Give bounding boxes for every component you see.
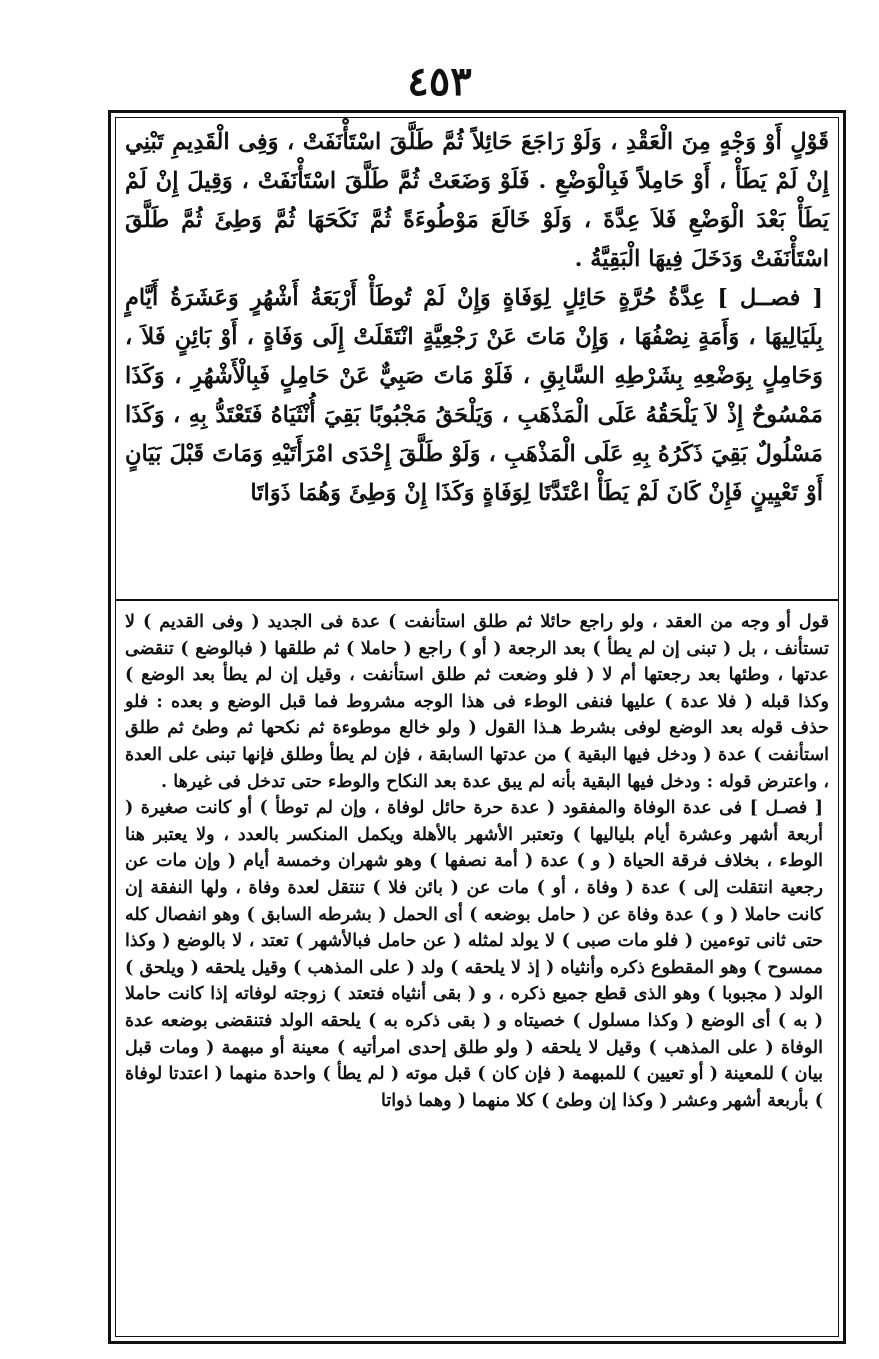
page-frame (108, 110, 846, 1344)
commentary-paragraph: [ فصـل ] فى عدة الوفاة والمفقود ( عدة حرة حائل لوفاة ، وإن لم توطأ ) أو كانت صغيرة ( أربعة أشهر وعشرة أيام بلياليها ) وتعتبر الأشهر بالأهلة ويكمل المنكسر بالعدد ، ولا يعتبر هنا الوطء ، بخلاف فرقة الحياة ( و ) عدة ( أمة نصفها ) وهو شهران وخمسة أيام ( وإن مات عن رجعية انتقلت إلى ) عدة ( وفاة ، أو ) مات عن ( بائن فلا ) تنتقل لعدة وفاة ، ولها النفقة إن كانت حاملا ( و ) عدة وفاة عن ( حامل بوضعه ) أى الحمل ( بشرطه السابق ) وهو انفصال كله حتى ثانى توءمين ( فلو مات صبى ) لا يولد لمثله ( عن حامل فبالأشهر ) تعتد ، لا بالوضع ( وكذا ممسوح ) وهو المقطوع ذكره وأنثياه ( إذ لا يلحقه ) ولد ( على المذهب ) وقيل يلحقه ( ويلحق ) الولد ( مجبوبا ) وهو الذى قطع جميع ذكره ، و ( بقى أنثياه فتعتد ) زوجته لوفاته إذا كانت حاملا ( به ) أى الوضع ( وكذا مسلول ) خصيتاه و ( بقى ذكره به ) يلحقه الولد فتنقضى بوضعه عدة الوفاة ( على المذهب ) وقيل لا يلحقه ( ولو طلق إحدى امرأتيه ) معينة أو مبهمة ( ومات قبل بيان ) للمعينة ( أو تعيين ) للمبهمة ( فإن كان ) قبل موته ( لم يطأ ) واحدة منهما ( اعتدتا لوفاة ) بأربعة أشهر وعشر ( وكذا إن وطئ ) كلا منهما ( وهما ذواتا (125, 798, 823, 1111)
section-divider (115, 599, 839, 601)
main-text-paragraph: [ فصــل ] عِدَّةُ حُرَّةٍ حَائِلٍ لِوَفَاةٍ وَإِنْ لَمْ تُوطَأْ أَرْبَعَةُ أَشْهُرٍ وَعَشَرَةُ أَيَّامٍ بِلَيَالِيهَا ، وَأَمَةٍ نِصْفُهَا ، وَإِنْ مَاتَ عَنْ رَجْعِيَّةٍ انْتَقَلَتْ إِلَى وَفَاةٍ ، أَوْ بَائِنٍ فَلاَ ، وَحَامِلٍ بِوَضْعِهِ بِشَرْطِهِ السَّابِقِ ، فَلَوْ مَاتَ صَبِيٌّ عَنْ حَامِلٍ فَبِالْأَشْهُرِ ، وَكَذَا مَمْسُوحٌ إِذْ لاَ يَلْحَقُهُ عَلَى الْمَذْهَبِ ، وَيَلْحَقُ مَجْبُوبًا بَقِيَ أُنْثَيَاهُ فَتَعْتَدُّ بِهِ ، وَكَذَا مَسْلُولٌ بَقِيَ ذَكَرُهُ بِهِ عَلَى الْمَذْهَبِ ، وَلَوْ طَلَّقَ إِحْدَى امْرَأَتَيْهِ وَمَاتَ قَبْلَ بَيَانٍ أَوْ تَعْيِينٍ فَإِنْ كَانَ لَمْ يَطَأْ اعْتَدَّتَا لِوَفَاةٍ وَكَذَا إِنْ وَطِئَ وَهُمَا ذَوَاتَا (125, 285, 823, 506)
commentary-text (125, 609, 829, 1337)
main-text (125, 123, 829, 601)
main-text-paragraph: قَوْلٍ أَوْ وَجْهٍ مِنَ الْعَقْدِ ، وَلَوْ رَاجَعَ حَائِلاً ثُمَّ طَلَّقَ اسْتَأْنَفَتْ ، وَفِى الْقَدِيمِ تَبْنِي إِنْ لَمْ يَطَأْ ، أَوْ حَامِلاً فَبِالْوَضْعِ . فَلَوْ وَضَعَتْ ثُمَّ طَلَّقَ اسْتَأْنَفَتْ ، وَقِيلَ إِنْ لَمْ يَطَأْ بَعْدَ الْوَضْعِ فَلاَ عِدَّةَ ، وَلَوْ خَالَعَ مَوْطُوءَةً ثُمَّ نَكَحَهَا ثُمَّ وَطِئَ ثُمَّ طَلَّقَ اسْتَأْنَفَتْ وَدَخَلَ فِيهَا الْبَقِيَّةُ . (125, 129, 829, 272)
page-number: ٤٥٣ (407, 58, 472, 105)
commentary-paragraph: قول أو وجه من العقد ، ولو راجع حائلا ثم طلق استأنفت ) عدة فى الجديد ( وفى القديم ) لا تستأنف ، بل ( تبنى إن لم يطأ ) بعد الرجعة ( أو ) راجع ( حاملا ) ثم طلقها ( فبالوضع ) تنقضى عدتها ، وطئها بعد رجعتها أم لا ( فلو وضعت ثم طلق استأنفت ، وقيل إن لم يطأ بعد الوضع ) وكذا قبله ( فلا عدة ) عليها فنفى الوطء فى هذا الوجه مشروط فما قبل الوضع و بعده : فلو حذف قوله بعد الوضع لوفى بشرط هـذا القول ( ولو خالع موطوءة ثم نكحها ثم وطئ ثم طلق استأنفت ) عدة ( ودخل فيها البقية ) من عدتها السابقة ، فإن لم يطأ وطلق فإنها تبنى على العدة ، واعترض قوله : ودخل فيها البقية بأنه لم يبق عدة بعد النكاح والوطء حتى تدخل فى غيرها . (125, 612, 829, 792)
